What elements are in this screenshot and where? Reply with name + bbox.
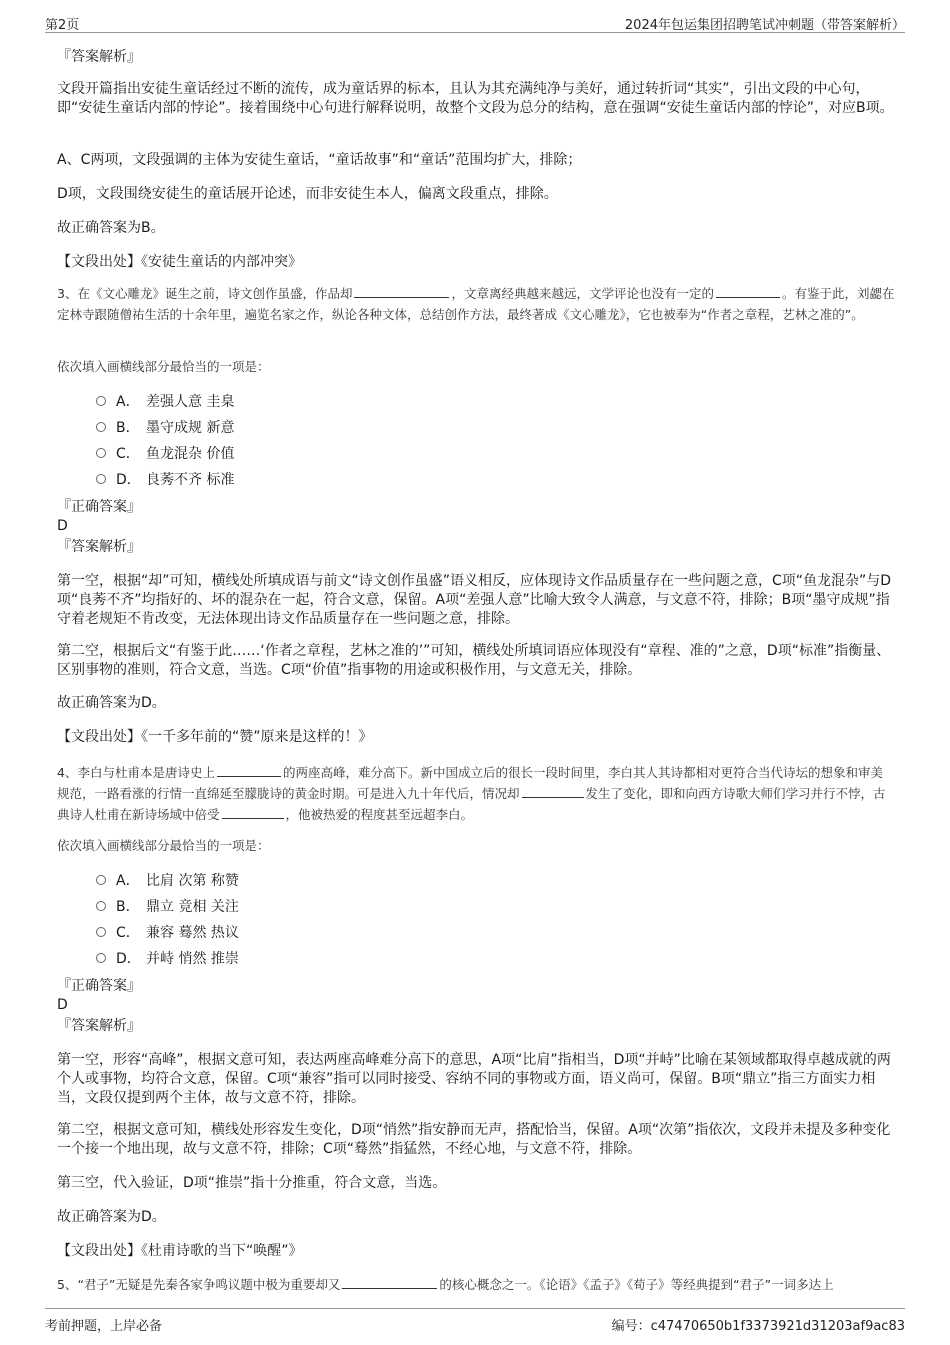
q5-blank-1 [342, 1274, 437, 1289]
q5-stem-part-a: 5、“君子”无疑是先秦各家争鸣议题中极为重要却又 [57, 1277, 341, 1292]
q4-stem-part-a: 4、李白与杜甫本是唐诗史上 [57, 765, 215, 780]
q3-stem-part-a: 3、在《文心雕龙》诞生之前，诗文创作虽盛，作品却 [57, 286, 353, 301]
q4-prompt: 依次填入画横线部分最恰当的一项是： [57, 838, 270, 853]
q3-correct-label: 『正确答案』 [57, 499, 141, 515]
q3-analysis-p2: 第二空，根据后文“有鉴于此……‘作者之章程，艺林之准的’”可知，横线处所填词语应体现没有“章程、准的”之意，D项“标准”指衡量、区别事物的准则，符合文意，当选。C项“价值”指事物的用途或积极作用，与文意无关，排除。 [57, 643, 891, 678]
page-footer [45, 1308, 905, 1333]
radio-icon[interactable] [96, 422, 106, 432]
q5-stem-part-b: 的核心概念之一。《论语》《孟子》《荀子》等经典提到“君子”一词多达上 [439, 1277, 834, 1292]
q3-blank-1 [354, 283, 449, 298]
q4-analysis-p4: 故正确答案为D。 [57, 1209, 166, 1225]
q3-source: 【文段出处】《一千多年前的“赞”原来是这样的！》 [57, 729, 373, 745]
q3-stem-part-c: 。有鉴于此，刘勰在定林寺跟随僧祐生活的十余年里，遍览名家之作，纵论各种文体，总结创作方法，最终著成《文心雕龙》，它也被奉为“作者之章程，艺林之准的”。 [57, 286, 895, 322]
radio-icon[interactable] [96, 448, 106, 458]
radio-icon[interactable] [96, 875, 106, 885]
q3-option-d[interactable]: D． 良莠不齐 标准 [96, 470, 234, 490]
q4-blank-3 [222, 804, 284, 819]
document-title: 2024年包运集团招聘笔试冲刺题（带答案解析） [624, 18, 905, 33]
radio-icon[interactable] [96, 901, 106, 911]
q2-analysis-p2: A、C两项，文段强调的主体为安徒生童话，“童话故事”和“童话”范围均扩大，排除； [57, 152, 582, 168]
q2-analysis-p4: 故正确答案为B。 [57, 220, 165, 236]
q3-stem-part-b: ，文章离经典越来越远，文学评论也没有一定的 [451, 286, 714, 301]
q4-option-c[interactable]: C． 兼容 蓦然 热议 [96, 923, 239, 943]
q3-prompt: 依次填入画横线部分最恰当的一项是： [57, 359, 270, 374]
q4-analysis-p1: 第一空，形容“高峰”，根据文意可知，表达两座高峰难分高下的意思，A项“比肩”指相当，D项“并峙”比喻在某领域都取得卓越成就的两个人或事物，均符合文意，保留。C项“兼容”指可以同时接受、容纳不同的事物或方面，语义尚可，保留。B项“鼎立”指三方面实力相当，文段仅提到两个主体，故与文意不符，排除。 [57, 1052, 891, 1106]
q4-blank-2 [522, 783, 584, 798]
q3-analysis-p3: 故正确答案为D。 [57, 695, 166, 711]
q3-blank-2 [716, 283, 780, 298]
q3-analysis-p1: 第一空，根据“却”可知，横线处所填成语与前文“诗文创作虽盛”语义相反，应体现诗文作品质量存在一些问题之意，C项“鱼龙混杂”与D项“良莠不齐”均指好的、坏的混杂在一起，符合文意，保留。A项“差强人意”比喻大致令人满意，与文意不符，排除；B项“墨守成规”指守着老规矩不肯改变，无法体现出诗文作品质量存在一些问题之意，排除。 [57, 573, 892, 627]
page-number: 第2页 [45, 18, 80, 33]
footer-slogan: 考前押题，上岸必备 [45, 1319, 163, 1334]
q2-analysis-p3: D项，文段围绕安徒生的童话展开论述，而非安徒生本人，偏离文段重点，排除。 [57, 186, 558, 202]
radio-icon[interactable] [96, 953, 106, 963]
radio-icon[interactable] [96, 927, 106, 937]
q4-analysis-p3: 第三空，代入验证，D项“推崇”指十分推重，符合文意，当选。 [57, 1175, 447, 1191]
q4-stem-part-b: 的两座高峰，难分高下。新中国成立后的很长一段时间里，李白其人其诗都相对更符合当代诗坛的想象和审美规范，一路看涨的行情一直绵延至朦胧诗的黄金时期。可是进入九十年代后，情况却 [57, 765, 883, 801]
q5-stem [57, 1274, 895, 1295]
q3-stem [57, 283, 895, 325]
q2-analysis-label: 『答案解析』 [57, 49, 141, 65]
q4-stem-part-c: 发生了变化，即和向西方诗歌大师们学习并行不悖，古典诗人杜甫在新诗场域中倍受 [57, 786, 886, 822]
q4-option-b[interactable]: B． 鼎立 竞相 关注 [96, 897, 239, 917]
q4-correct-label: 『正确答案』 [57, 978, 141, 994]
q2-analysis-p1: 文段开篇指出安徒生童话经过不断的流传，成为童话界的标本，且认为其充满纯净与美好，通过转折词“其实”，引出文段的中心句，即“安徒生童话内部的悖论”。接着围绕中心句进行解释说明，故整个文段为总分的结构，意在强调“安徒生童话内部的悖论”，对应B项。 [57, 81, 894, 116]
q4-stem-part-d: ，他被热爱的程度甚至远超李白。 [285, 807, 474, 822]
q4-source: 【文段出处】《杜甫诗歌的当下“唤醒”》 [57, 1243, 303, 1259]
q4-option-d[interactable]: D． 并峙 悄然 推崇 [96, 949, 239, 969]
document-id: 编号：c47470650b1f3373921d31203af9ac83 [611, 1319, 905, 1334]
q4-analysis-p2: 第二空，根据文意可知，横线处形容发生变化，D项“悄然”指安静而无声，搭配恰当，保留。A项“次第”指依次，文段并未提及多种变化一个接一个地出现，故与文意不符，排除；C项“蓦然”指猛然，不经心地，与文意不符，排除。 [57, 1122, 891, 1157]
radio-icon[interactable] [96, 474, 106, 484]
q3-option-a[interactable]: A． 差强人意 圭臬 [96, 392, 234, 412]
q3-answer: D [57, 518, 68, 534]
q3-option-c[interactable]: C． 鱼龙混杂 价值 [96, 444, 234, 464]
page-header [45, 12, 905, 33]
q3-option-b[interactable]: B． 墨守成规 新意 [96, 418, 234, 438]
q4-blank-1 [217, 762, 281, 777]
q4-answer: D [57, 997, 68, 1013]
q3-analysis-label: 『答案解析』 [57, 539, 141, 555]
q4-analysis-label: 『答案解析』 [57, 1018, 141, 1034]
q4-stem [57, 762, 895, 825]
radio-icon[interactable] [96, 396, 106, 406]
q2-source: 【文段出处】《安徒生童话的内部冲突》 [57, 254, 302, 270]
q4-option-a[interactable]: A． 比肩 次第 称赞 [96, 871, 239, 891]
